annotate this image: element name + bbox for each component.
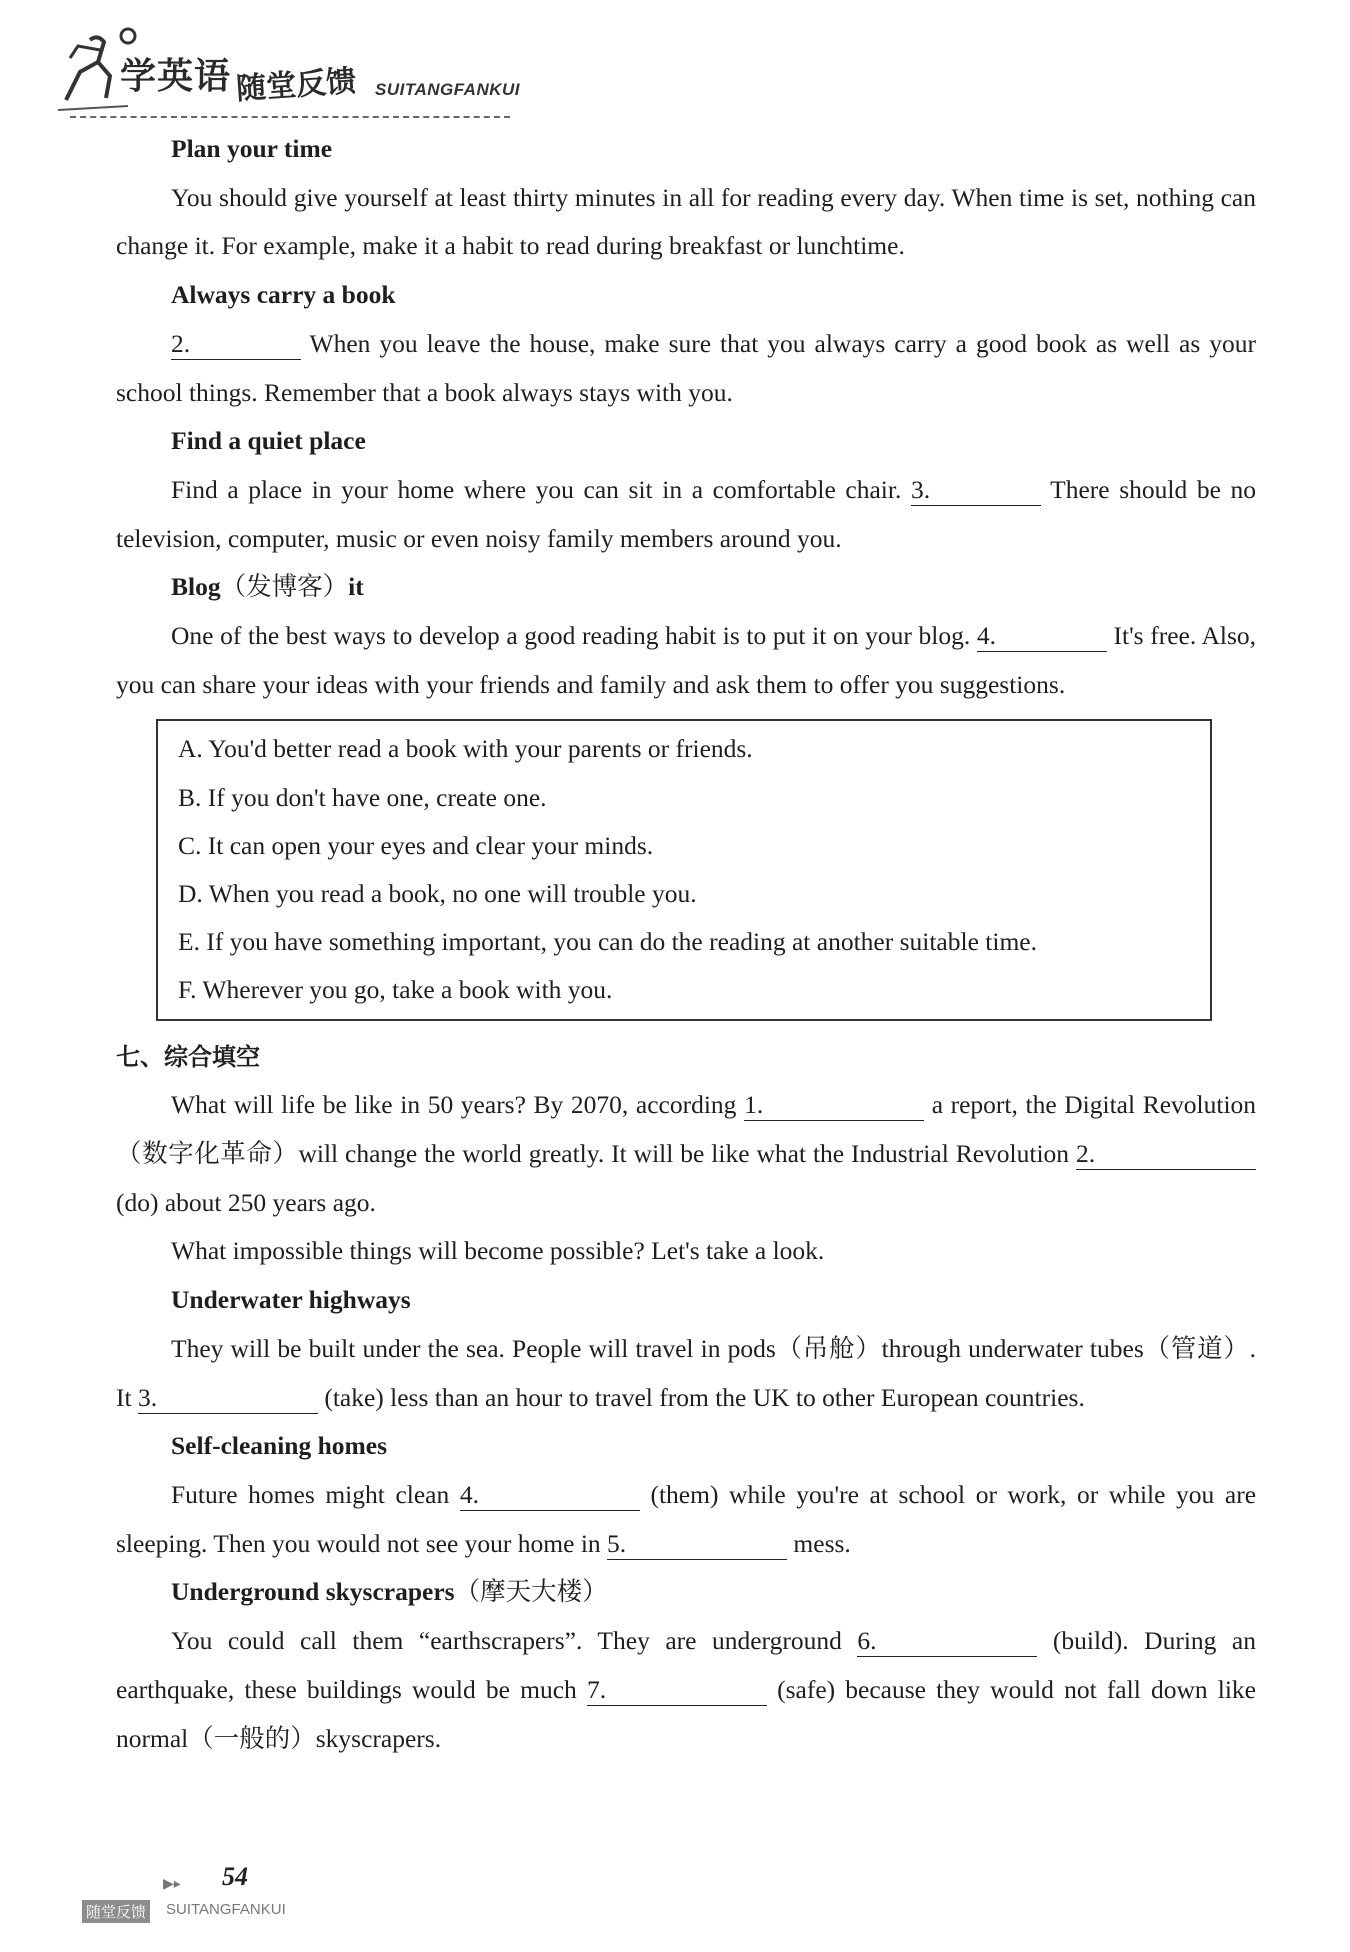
option-b: B. If you don't have one, create one. [178, 782, 547, 812]
paragraph-quiet [116, 466, 1256, 563]
heading-underwater: Underwater highways [171, 1285, 411, 1315]
option-c: C. It can open your eyes and clear your minds. [178, 830, 654, 860]
heading-text: it [348, 572, 364, 602]
options-box [156, 719, 1212, 1020]
heading-carry: Always carry a book [171, 280, 396, 310]
paragraph-text: They will be built under the sea. People will travel in pods（吊舱）through underwater tubes（管道）. It [116, 1333, 1256, 1412]
paragraph-intro [116, 1081, 1256, 1227]
paragraph-text: Future homes might clean [171, 1479, 450, 1509]
heading-text: Underground skyscrapers [171, 1577, 455, 1607]
paragraph-text: It's free. Also, you can share your ideas with your friends and family and ask them to offer you suggestions. [116, 621, 1257, 699]
answer-blank-2[interactable]: 2. [171, 329, 301, 360]
paragraph-self-cleaning [116, 1471, 1256, 1568]
heading-blog [116, 563, 1256, 612]
page-header [50, 18, 570, 123]
answer-blank-1[interactable]: 1. [744, 1090, 924, 1121]
heading-quiet: Find a quiet place [171, 426, 366, 456]
heading-gloss: （发博客） [220, 572, 349, 602]
answer-blank-6[interactable]: 6. [857, 1626, 1037, 1657]
footer-badge: 随堂反馈 [82, 1900, 150, 1923]
answer-blank-7[interactable]: 7. [587, 1675, 767, 1706]
header-divider [70, 116, 510, 118]
paragraph-text: (take) less than an hour to travel from the UK to other European countries. [324, 1382, 1085, 1412]
paragraph-underwater [116, 1325, 1256, 1422]
answer-blank-2[interactable]: 2. [1076, 1139, 1256, 1170]
paragraph-text: Find a place in your home where you can sit in a comfortable chair. [171, 474, 902, 504]
heading-skyscrapers [116, 1568, 1256, 1617]
heading-gloss: （摩天大楼） [454, 1577, 608, 1607]
heading-plan: Plan your time [171, 134, 333, 163]
paragraph-text: (build). During an earthquake, these buildings would be much [116, 1626, 1256, 1704]
heading-text: Blog [171, 572, 221, 602]
section-title: 七、综合填空 [116, 1042, 260, 1071]
paragraph-text: (do) about 250 years ago. [116, 1187, 376, 1217]
paragraph-look: What impossible things will become possible? Let's take a look. [171, 1236, 825, 1266]
answer-blank-5[interactable]: 5. [607, 1529, 787, 1560]
paragraph-skyscrapers [116, 1617, 1256, 1763]
logo-subtitle-cn: 随堂反馈 [235, 63, 358, 108]
option-f: F. Wherever you go, take a book with you. [178, 975, 613, 1005]
paragraph-blog [116, 612, 1256, 709]
answer-blank-3[interactable]: 3. [138, 1383, 318, 1414]
footer-label: SUITANGFANKUI [166, 1901, 286, 1918]
logo-subtitle-en: SUITANGFANKUI [375, 80, 521, 99]
paragraph-plan: You should give yourself at least thirty minutes in all for reading every day. When time is set, nothing can change it. For example, make it a habit to read during breakfast or lunchtime. [116, 182, 1256, 261]
answer-blank-4[interactable]: 4. [460, 1480, 640, 1511]
paragraph-text: What will life be like in 50 years? By 2070, according [171, 1090, 737, 1120]
option-e: E. If you have something important, you can do the reading at another suitable time. [178, 927, 1037, 957]
option-a: A. You'd better read a book with your parents or friends. [178, 734, 753, 764]
heading-self-cleaning: Self-cleaning homes [171, 1431, 388, 1461]
logo-title-cn: 学英语 [120, 56, 232, 97]
paragraph-text: a report, the Digital Revolution（数字化革命）will change the world greatly. It will be like what the Industrial Revolution [116, 1090, 1257, 1169]
paragraph-text: (them) while you're at school or work, or while you are sleeping. Then you would not see your home in [116, 1479, 1257, 1558]
answer-blank-4[interactable]: 4. [977, 621, 1107, 652]
paragraph-text: mess. [793, 1528, 851, 1558]
paragraph-text: You could call them “earthscrapers”. They are underground [171, 1626, 842, 1656]
paragraph-text: There should be no television, computer, music or even noisy family members around you. [116, 474, 1257, 553]
option-d: D. When you read a book, no one will trouble you. [178, 879, 697, 909]
page-content [116, 125, 1256, 1763]
paragraph-text: When you leave the house, make sure that you always carry a good book as well as your school things. Remember that a book always stays with you. [116, 328, 1256, 407]
footer-arrow-icon: ▶▸ [163, 1876, 181, 1892]
paragraph-text: (safe) because they would not fall down like normal（一般的）skyscrapers. [116, 1674, 1256, 1753]
paragraph-carry [116, 320, 1256, 417]
answer-blank-3[interactable]: 3. [911, 475, 1041, 506]
paragraph-text: One of the best ways to develop a good reading habit is to put it on your blog. [171, 621, 971, 651]
page-number: 54 [222, 1862, 248, 1891]
